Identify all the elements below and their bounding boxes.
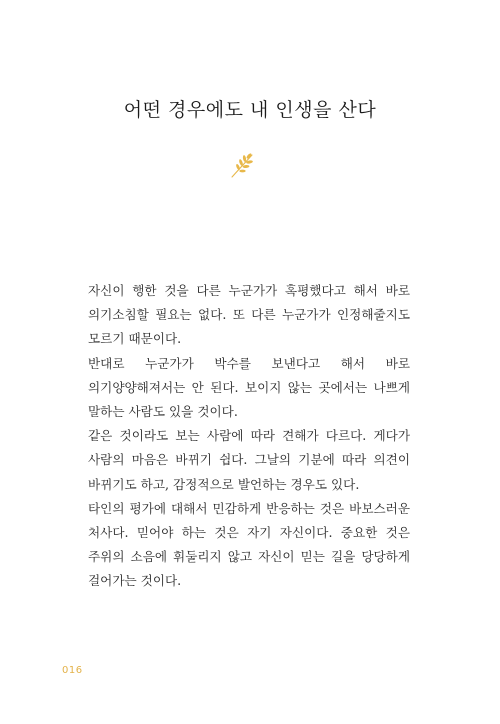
body-text [88, 279, 410, 594]
paragraph: 반대로 누군가가 박수를 보낸다고 해서 바로 의기양양해져서는 안 된다. 보이지 않는 곳에서는 나쁘게 말하는 사람도 있을 것이다. [88, 355, 410, 420]
wheat-sprig-icon [228, 150, 258, 180]
paragraph: 타인의 평가에 대해서 민감하게 반응하는 것은 바보스러운 처사다. 믿어야 하는 것은 자기 자신이다. 중요한 것은 주위의 소음에 휘둘리지 않고 자신이 믿는 길을 당당하게 걸어가는 것이다. [88, 500, 410, 589]
page-number: 016 [62, 665, 83, 676]
paragraph: 같은 것이라도 보는 사람에 따라 견해가 다르다. 게다가 사람의 마음은 바뀌기 쉽다. 그날의 기분에 따라 의견이 바뀌기도 하고, 감정적으로 발언하는 경우도 있다. [88, 428, 410, 492]
page-title: 어떤 경우에도 내 인생을 산다 [123, 99, 377, 121]
paragraph: 자신이 행한 것을 다른 누군가가 혹평했다고 해서 바로 의기소침할 필요는 없다. 또 다른 누군가가 인정해줄지도 모르기 때문이다. [88, 283, 410, 347]
